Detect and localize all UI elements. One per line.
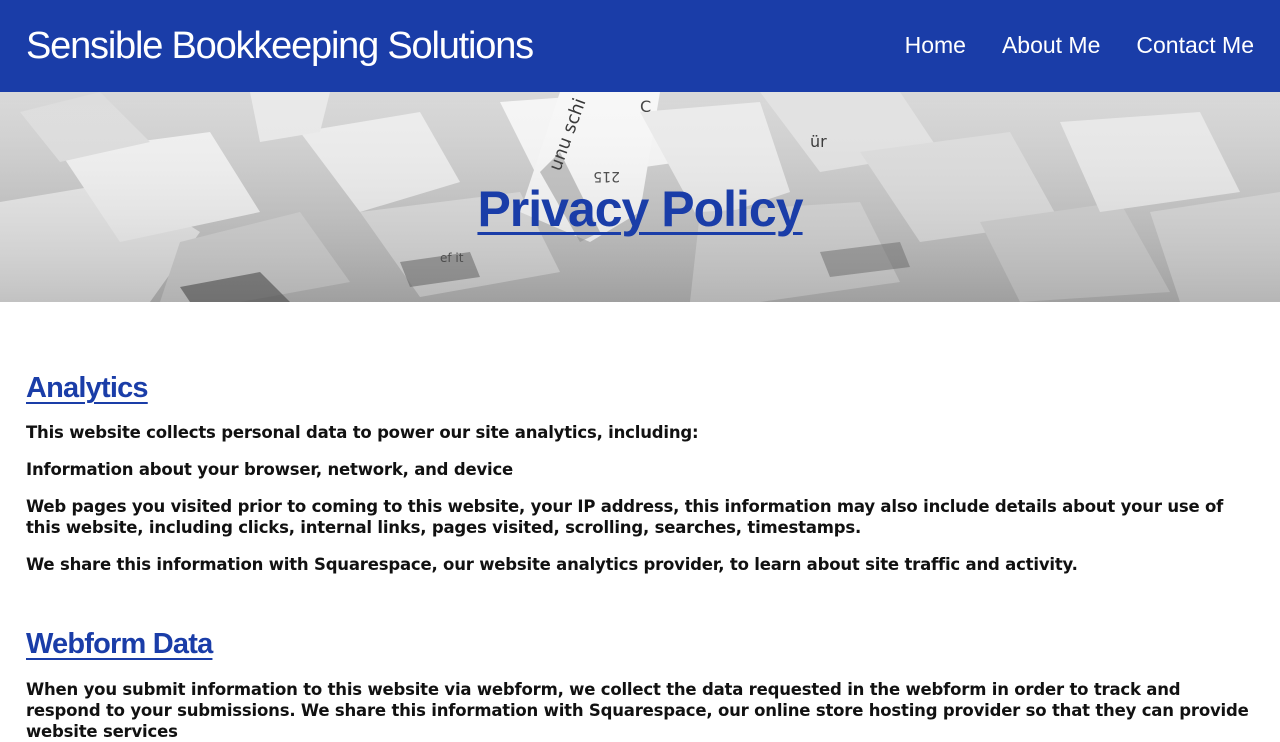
analytics-heading[interactable]: Analytics (26, 372, 148, 404)
nav-about-me-link[interactable]: About Me (1001, 32, 1101, 58)
nav-contact-me-link[interactable]: Contact Me (1136, 32, 1254, 58)
main-nav (905, 30, 1254, 60)
analytics-paragraph-4: We share this information with Squarespace, our website analytics provider, to learn about site traffic and activity. (26, 555, 1078, 574)
nav-home-link[interactable]: Home (904, 32, 966, 58)
analytics-paragraph-3: Web pages you visited prior to coming to this website, your IP address, this information may also include details about your use of this website, including clicks, internal links, pages visited, scrolling, searches, timestamps. (26, 497, 1224, 537)
page-title[interactable]: Privacy Policy (477, 181, 803, 237)
analytics-paragraph-2: Information about your browser, network, and device (26, 460, 514, 479)
hero-banner (0, 92, 1280, 302)
webform-data-section (26, 626, 212, 662)
analytics-paragraph-1: This website collects personal data to power our site analytics, including: (26, 423, 699, 442)
webform-data-paragraph-1: When you submit information to this website via webform, we collect the data requested in the webform in order to track and respond to your submissions. We share this information with Squarespace, our online store hosting provider so that they can provide website services (26, 680, 1249, 741)
analytics-section (26, 370, 148, 406)
site-header (0, 0, 1280, 92)
webform-data-heading[interactable]: Webform Data (26, 628, 213, 660)
site-title-link[interactable]: Sensible Bookkeeping Solutions (26, 25, 533, 67)
